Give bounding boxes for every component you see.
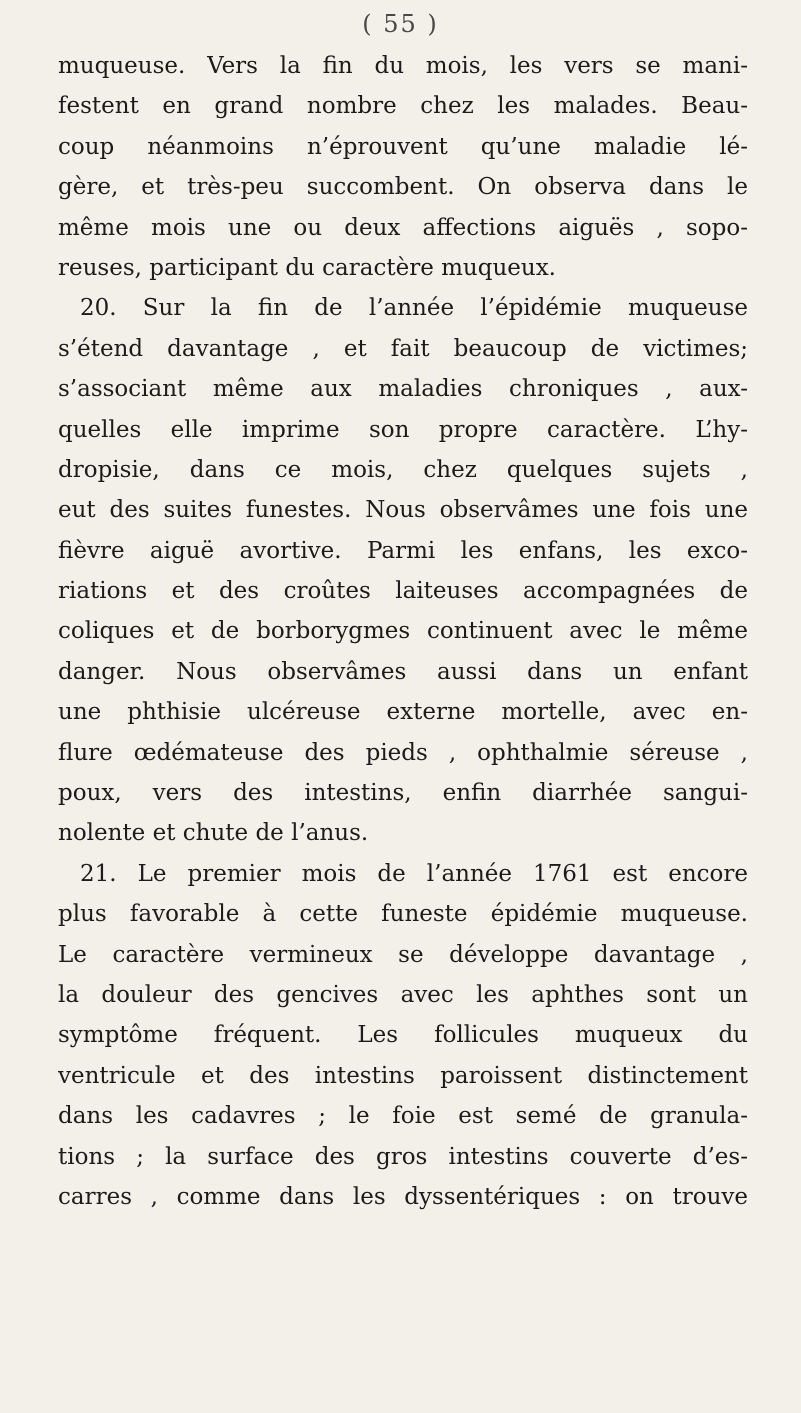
- text-line: carres , comme dans les dyssentériques : on trouve: [58, 1183, 748, 1210]
- text-line: riations et des croûtes laiteuses accompagnées de: [58, 578, 748, 605]
- text-line: s’associant même aux maladies chroniques , aux-: [58, 376, 748, 403]
- text-line: nolente et chute de l’anus.: [58, 820, 369, 847]
- text-line: coliques et de borborygmes continuent avec le même: [58, 618, 748, 645]
- text-line: la douleur des gencives avec les aphthes sont un: [58, 981, 748, 1008]
- text-line: gère, et très-peu succombent. On observa dans le: [58, 174, 748, 201]
- text-line: coup néanmoins n’éprouvent qu’une maladie lé-: [58, 133, 748, 160]
- text-line: s’étend davantage , et fait beaucoup de victimes;: [58, 335, 748, 362]
- text-line: plus favorable à cette funeste épidémie muqueuse.: [58, 901, 748, 928]
- text-line: tions ; la surface des gros intestins couverte d’es-: [58, 1143, 748, 1170]
- text-line: poux, vers des intestins, enfin diarrhée sangui-: [58, 780, 748, 807]
- text-line: flure œdémateuse des pieds , ophthalmie séreuse ,: [58, 739, 748, 766]
- text-line: 20. Sur la fin de l’année l’épidémie muqueuse: [80, 295, 748, 322]
- page-number: ( 55 ): [362, 10, 439, 38]
- text-line: muqueuse. Vers la fin du mois, les vers se mani-: [58, 53, 748, 79]
- text-line: ventricule et des intestins paroissent distinctement: [58, 1062, 748, 1089]
- text-line: même mois une ou deux affections aiguës , sopo-: [58, 214, 748, 241]
- text-line: 21. Le premier mois de l’année 1761 est encore: [80, 860, 748, 887]
- text-line: Le caractère vermineux se développe davantage ,: [58, 941, 748, 968]
- text-line: une phthisie ulcéreuse externe mortelle, avec en-: [58, 699, 748, 726]
- text-line: reuses, participant du caractère muqueux.: [58, 254, 556, 281]
- text-line: fièvre aiguë avortive. Parmi les enfans, les exco-: [58, 537, 748, 564]
- text-line: danger. Nous observâmes aussi dans un enfant: [58, 658, 748, 685]
- text-line: eut des suites funestes. Nous observâmes une fois une: [58, 497, 748, 524]
- text-line: quelles elle imprime son propre caractère. L’hy-: [58, 416, 748, 443]
- body-text: [58, 46, 748, 1217]
- text-line: dans les cadavres ; le foie est semé de granula-: [58, 1103, 748, 1130]
- text-line: festent en grand nombre chez les malades. Beau-: [58, 93, 748, 120]
- text-line: dropisie, dans ce mois, chez quelques sujets ,: [58, 456, 748, 483]
- text-line: symptôme fréquent. Les follicules muqueux du: [58, 1022, 748, 1049]
